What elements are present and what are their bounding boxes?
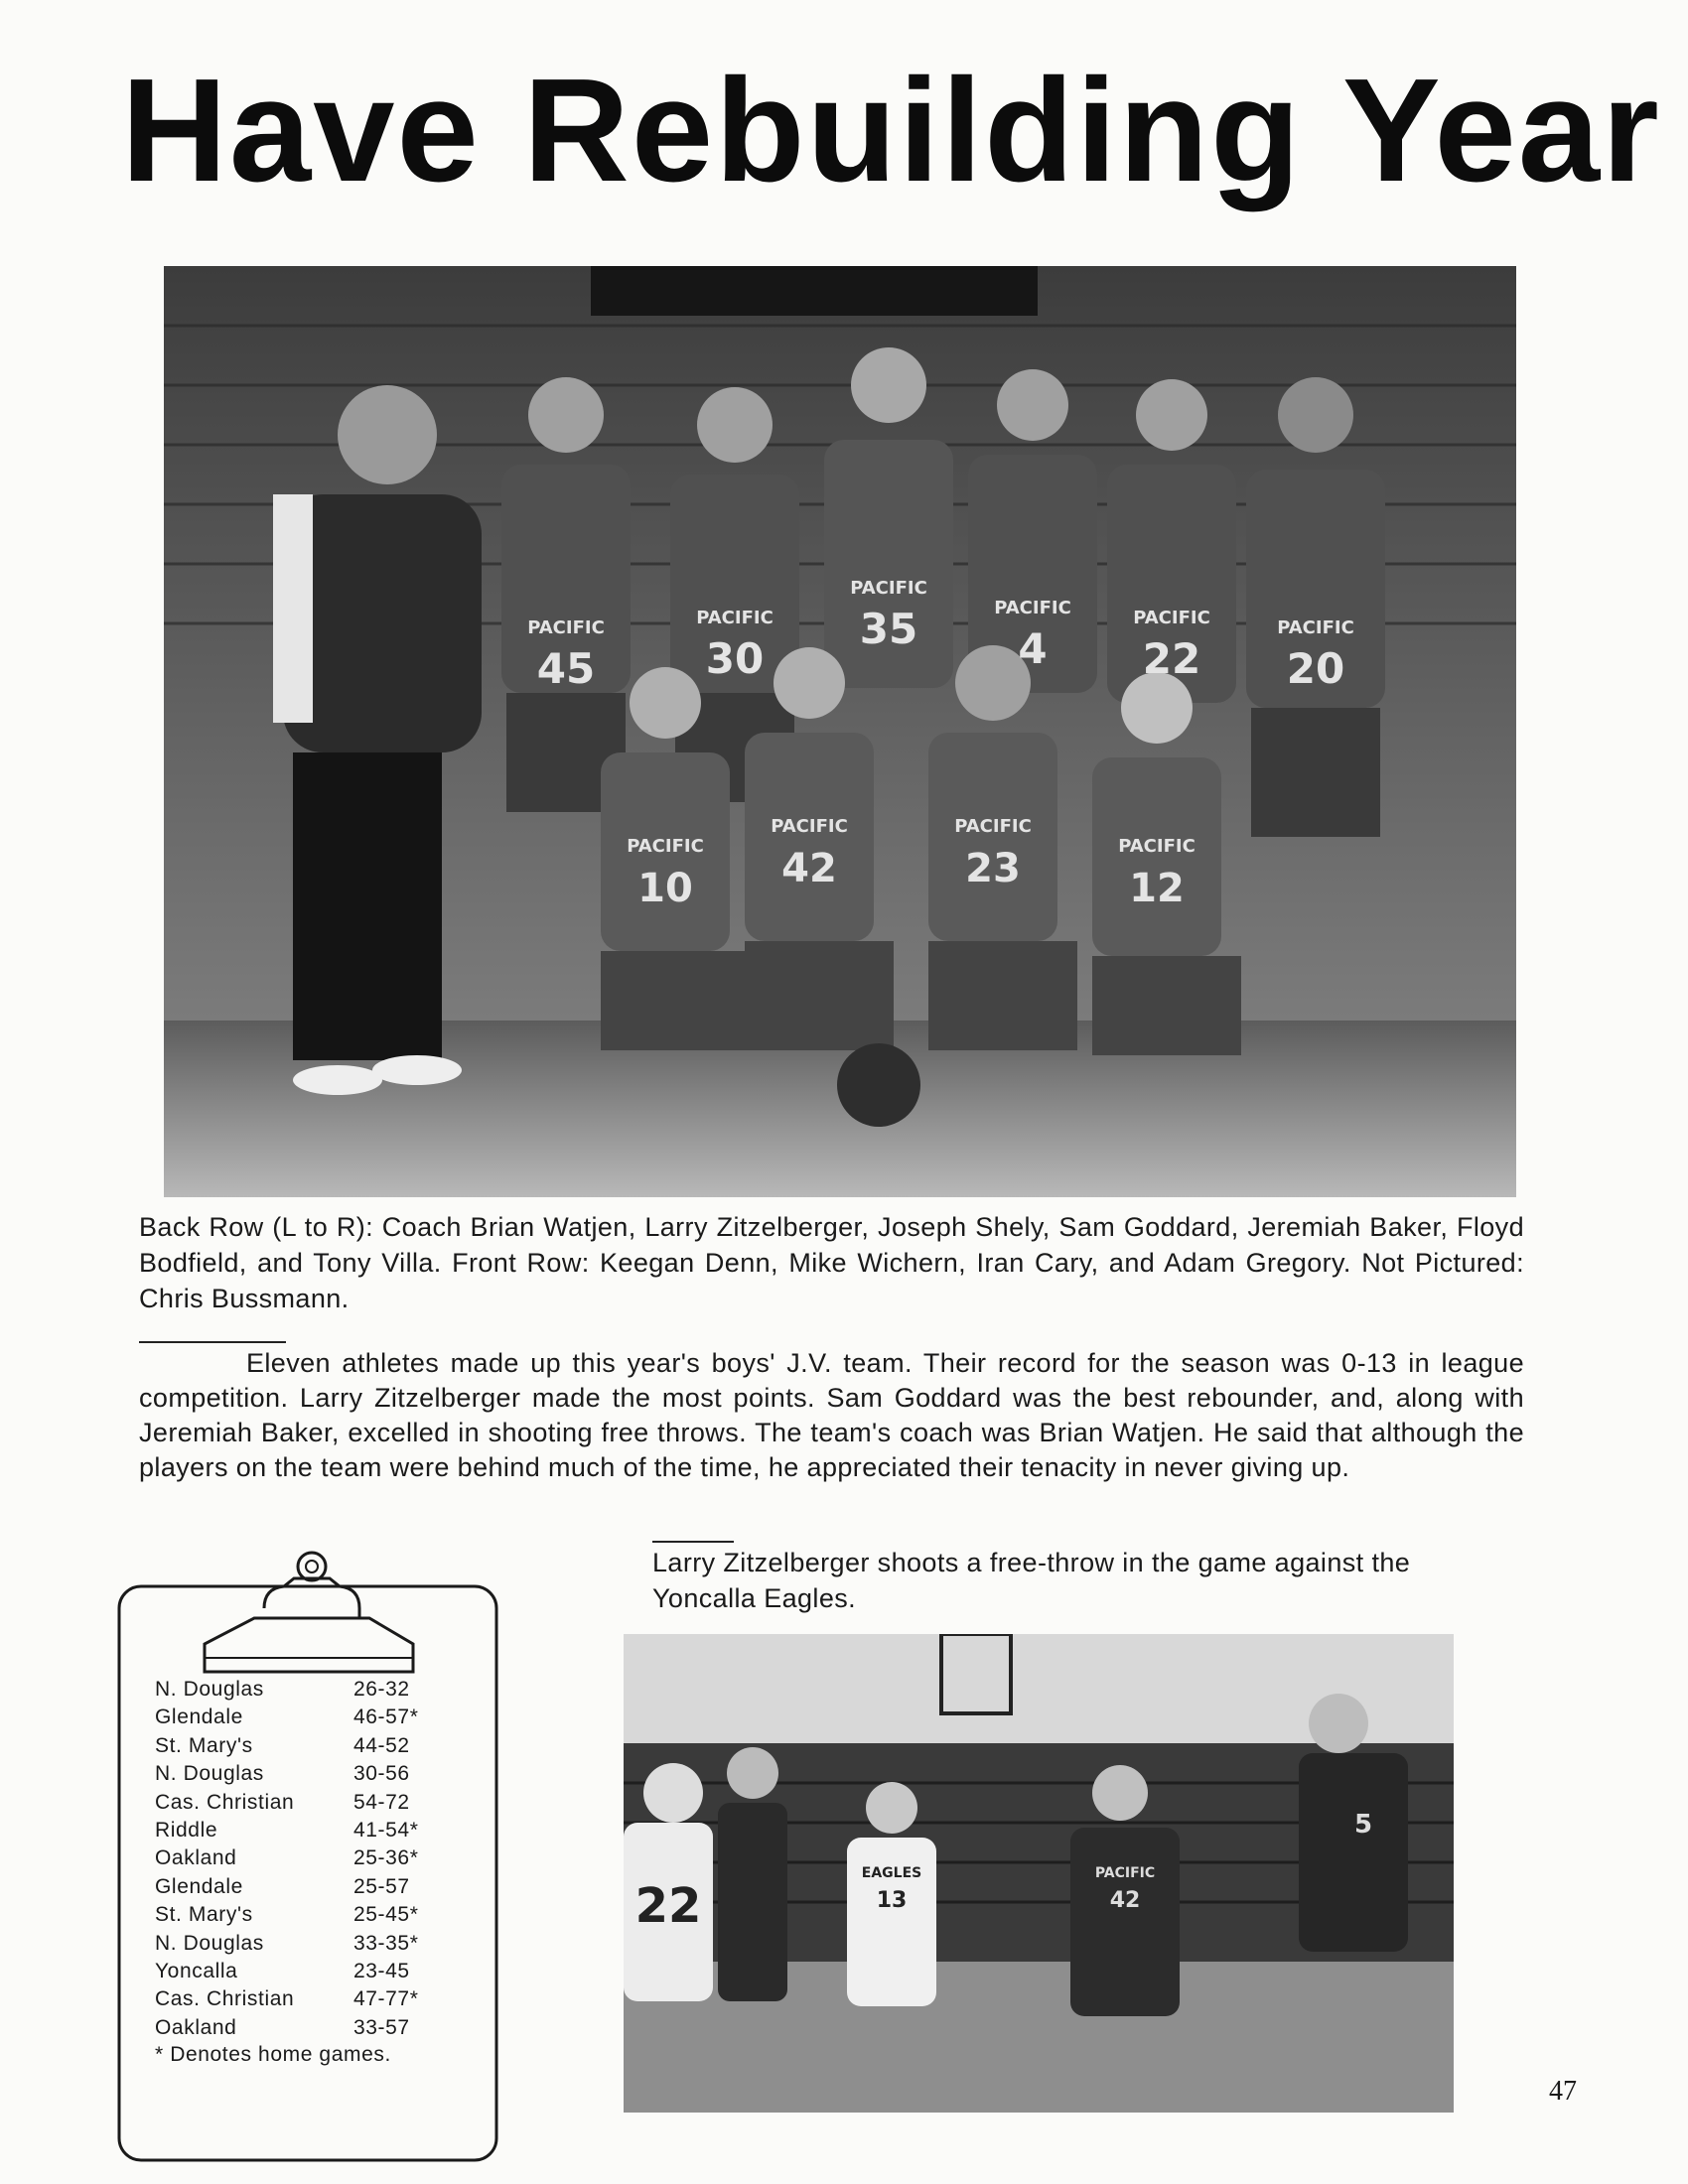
jersey-text-5: PACIFIC: [1133, 608, 1210, 628]
schedule-row: [155, 1930, 473, 1958]
jersey-text-2: PACIFIC: [696, 608, 774, 628]
schedule-score: 30-56: [353, 1762, 410, 1786]
schedule-score: 33-57: [353, 2015, 410, 2039]
team-photo-caption: Back Row (L to R): Coach Brian Watjen, Larry Zitzelberger, Joseph Shely, Sam Goddard, Jeremiah Baker, Floyd Bodfield, and Tony Villa. Front Row: Keegan Denn, Mike Wichern, Iran Cary, and Adam Gregory. Not Pictured: Chris Bussmann.: [139, 1212, 1524, 1313]
schedule-clipboard: [115, 1549, 502, 2164]
jersey-number-back-1: 45: [536, 644, 596, 693]
schedule-opponent: Yoncalla: [155, 1960, 238, 1983]
action-photo-image: [624, 1634, 1454, 2113]
action-jersey-text-eagles: EAGLES: [861, 1865, 922, 1881]
schedule-opponent: N. Douglas: [155, 1931, 264, 1955]
jersey-number-front-2: 42: [781, 846, 837, 891]
schedule-row: [155, 2014, 473, 2042]
action-jersey-number-3: 42: [1109, 1888, 1141, 1913]
page-title: Have Rebuilding Year: [121, 49, 1661, 212]
schedule-score: 23-45: [353, 1960, 410, 1983]
jersey-text-1: PACIFIC: [527, 617, 605, 638]
jersey-number-front-4: 12: [1129, 866, 1185, 911]
jersey-text-7: PACIFIC: [627, 836, 704, 857]
schedule-row: [155, 1985, 473, 2013]
jersey-text-3: PACIFIC: [850, 578, 927, 599]
schedule-opponent: St. Mary's: [155, 1903, 253, 1927]
schedule-row: [155, 1732, 473, 1760]
jersey-number-back-2: 30: [705, 634, 765, 683]
schedule-opponent: N. Douglas: [155, 1762, 264, 1786]
schedule-row: [155, 1817, 473, 1844]
action-jersey-number-4: 5: [1353, 1810, 1373, 1840]
schedule-opponent: N. Douglas: [155, 1678, 264, 1701]
schedule-opponent: Oakland: [155, 1846, 237, 1870]
schedule-row: [155, 1676, 473, 1704]
schedule-row: [155, 1789, 473, 1817]
schedule-opponent: Riddle: [155, 1819, 218, 1843]
jersey-number-back-6: 20: [1286, 644, 1345, 693]
jersey-text-9: PACIFIC: [954, 816, 1032, 837]
jersey-number-front-3: 23: [965, 846, 1021, 891]
schedule-score: 46-57*: [353, 1706, 419, 1729]
jersey-number-back-5: 22: [1142, 634, 1201, 683]
schedule-opponent: St. Mary's: [155, 1733, 253, 1757]
schedule-row: [155, 1958, 473, 1985]
jersey-text-4: PACIFIC: [994, 598, 1071, 618]
schedule-row: [155, 1901, 473, 1929]
jersey-number-back-3: 35: [859, 605, 918, 653]
article-body: Eleven athletes made up this year's boys' J.V. team. Their record for the season was 0-13 in league competition. Larry Zitzelberger made the most points. Sam Goddard was the best rebounder, and, along with Jeremiah Baker, excelled in shooting free throws. The team's coach was Brian Watjen. He said that although the players on the team were behind much of the time, he appreciated their tenacity in never giving up.: [139, 1348, 1524, 1482]
action-jersey-text-pacific: PACIFIC: [1094, 1865, 1156, 1881]
schedule-opponent: Oakland: [155, 2015, 237, 2039]
team-photo: [164, 266, 1516, 1197]
action-jersey-number-1: 22: [634, 1878, 702, 1934]
schedule-row: [155, 1873, 473, 1901]
schedule-row: [155, 1704, 473, 1731]
schedule-row: [155, 1844, 473, 1872]
page-number: 47: [1549, 2076, 1577, 2107]
schedule-score: 47-77*: [353, 1987, 419, 2011]
action-photo: [624, 1634, 1454, 2113]
jersey-number-back-4: 4: [1018, 624, 1048, 673]
jersey-text-8: PACIFIC: [771, 816, 848, 837]
schedule-opponent: Glendale: [155, 1874, 243, 1898]
schedule-score: 33-35*: [353, 1931, 419, 1955]
schedule-score: 54-72: [353, 1790, 410, 1814]
schedule-score: 26-32: [353, 1678, 410, 1701]
schedule-list: [155, 1676, 473, 2042]
team-photo-image: [164, 266, 1516, 1197]
action-photo-caption: Larry Zitzelberger shoots a free-throw in the game against the Yoncalla Eagles.: [652, 1548, 1411, 1613]
schedule-score: 25-45*: [353, 1903, 419, 1927]
schedule-score: 25-36*: [353, 1846, 419, 1870]
schedule-score: 25-57: [353, 1874, 410, 1898]
jersey-number-front-1: 10: [637, 866, 693, 911]
schedule-score: 41-54*: [353, 1819, 419, 1843]
jersey-text-10: PACIFIC: [1118, 836, 1196, 857]
schedule-opponent: Glendale: [155, 1706, 243, 1729]
schedule-note: * Denotes home games.: [155, 2043, 391, 2066]
jersey-text-6: PACIFIC: [1277, 617, 1354, 638]
caption-rule: [652, 1541, 734, 1543]
schedule-score: 44-52: [353, 1733, 410, 1757]
schedule-row: [155, 1760, 473, 1788]
section-rule: [139, 1341, 286, 1343]
schedule-opponent: Cas. Christian: [155, 1987, 295, 2011]
action-jersey-number-2: 13: [876, 1888, 908, 1913]
schedule-opponent: Cas. Christian: [155, 1790, 295, 1814]
